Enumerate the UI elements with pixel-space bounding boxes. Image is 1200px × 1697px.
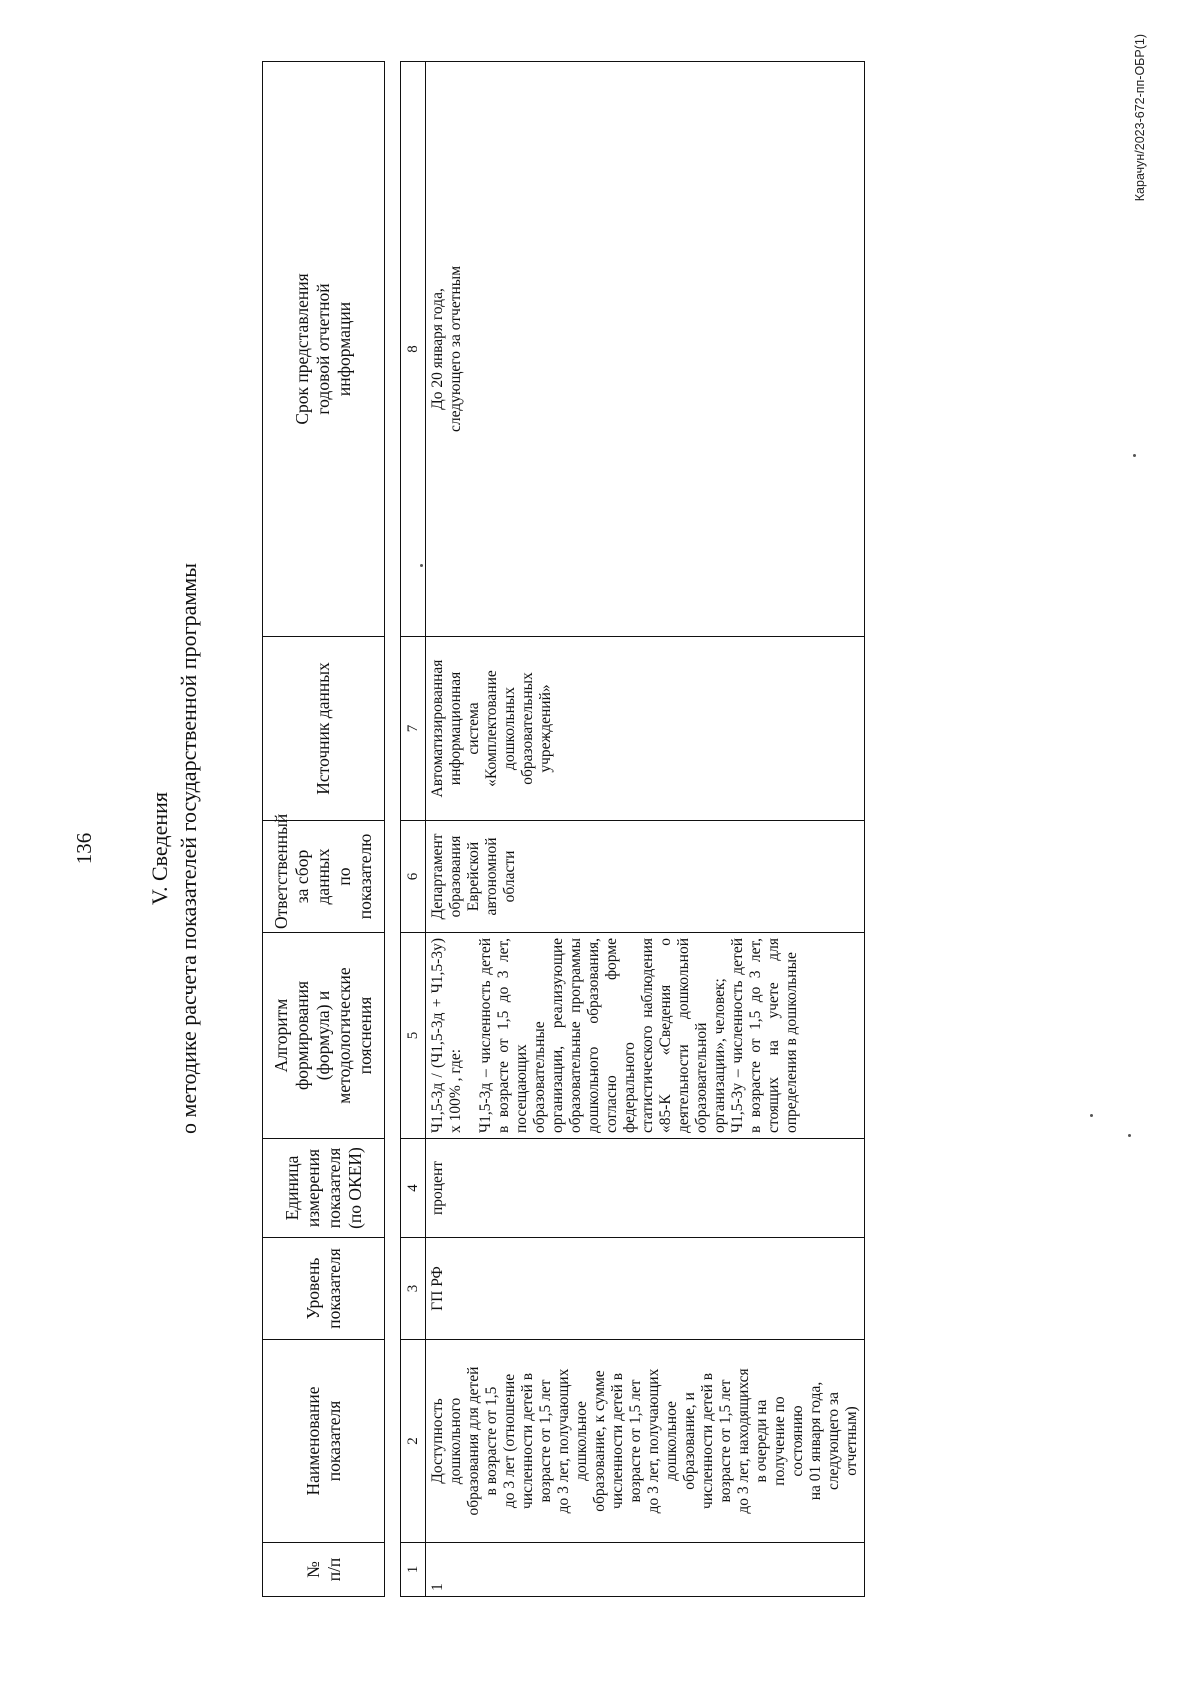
section-title [145,0,203,1697]
responsible: Департамент образования Еврейской автономной области [426,821,865,933]
header-table [262,61,385,1597]
column-number: 7 [401,637,426,821]
header-responsible: Ответственный за сбор данных по показателю [263,821,385,933]
column-number: 3 [401,1238,426,1340]
row-number: 1 [426,1543,865,1597]
table-row [426,62,865,1597]
header-algorithm: Алгоритм формирования (формула) и методологические пояснения [263,933,385,1139]
scan-speck [1090,1114,1093,1117]
body-table [400,61,865,1597]
data-source: Автоматизированная информационная система «Комплектование дошкольных образовательных учреждений» [426,637,865,821]
column-number-row [401,62,426,1597]
column-number: 6 [401,821,426,933]
scan-speck [1128,1134,1131,1137]
algorithm-text: Ч1,5-3д – численность детей в возрасте от 1,5 до 3 лет, посещающих образовательные организации, реализующие образовательные программы дошкольного образования, согласно форме федерального статистического наблюдения «85-К «Сведения о деятельности дошкольной образовательной организации», человек; Ч1,5-3у – численность детей в возрасте от 1,5 до 3 лет, стоящих на учете для определения в дошкольные [477,938,800,1133]
column-number: 5 [401,933,426,1139]
indicator-name: Доступность дошкольного образования для детей в возрасте от 1,5 до 3 лет (отношение численности детей в возрасте от 1,5 лет до 3 лет, получающих дошкольное образование, к сумме численности детей в возрасте от 1,5 лет до 3 лет, получающих дошкольное образование, и численности детей в возрасте от 1,5 лет до 3 лет, находящихся в очереди на получение по состоянию на 01 января года, следующего за отчетным) [426,1340,865,1543]
column-number: 8 [401,62,426,637]
header-row [263,62,385,1597]
indicator-level: ГП РФ [426,1238,865,1340]
algorithm-formula: Ч1,5-3д / (Ч1,5-3д + Ч1,5-3у) x 100% , где: [429,938,464,1133]
algorithm-cell [426,933,865,1139]
header-indicator-level: Уровень показателя [263,1238,385,1340]
column-number: 4 [401,1139,426,1238]
header-indicator-name: Наименование показателя [263,1340,385,1543]
document-code: Карачун/2023-672-пп-ОБР(1) [1133,34,1147,202]
scan-speck [420,564,423,567]
section-title-line-1: V. Сведения [147,791,172,906]
header-source: Источник данных [263,637,385,821]
indicator-unit: процент [426,1139,865,1238]
section-title-line-2: о методике расчета показателей государственной программы [176,563,201,1134]
column-number: 1 [401,1543,426,1597]
column-number: 2 [401,1340,426,1543]
scan-speck [1133,454,1136,457]
header-unit: Единица измерения показателя (по ОКЕИ) [263,1139,385,1238]
page-number: 136 [72,832,96,865]
reporting-deadline: До 20 января года, следующего за отчетным [426,62,865,637]
header-deadline: Срок представления годовой отчетной информации [263,62,385,637]
header-num: № п/п [263,1543,385,1597]
